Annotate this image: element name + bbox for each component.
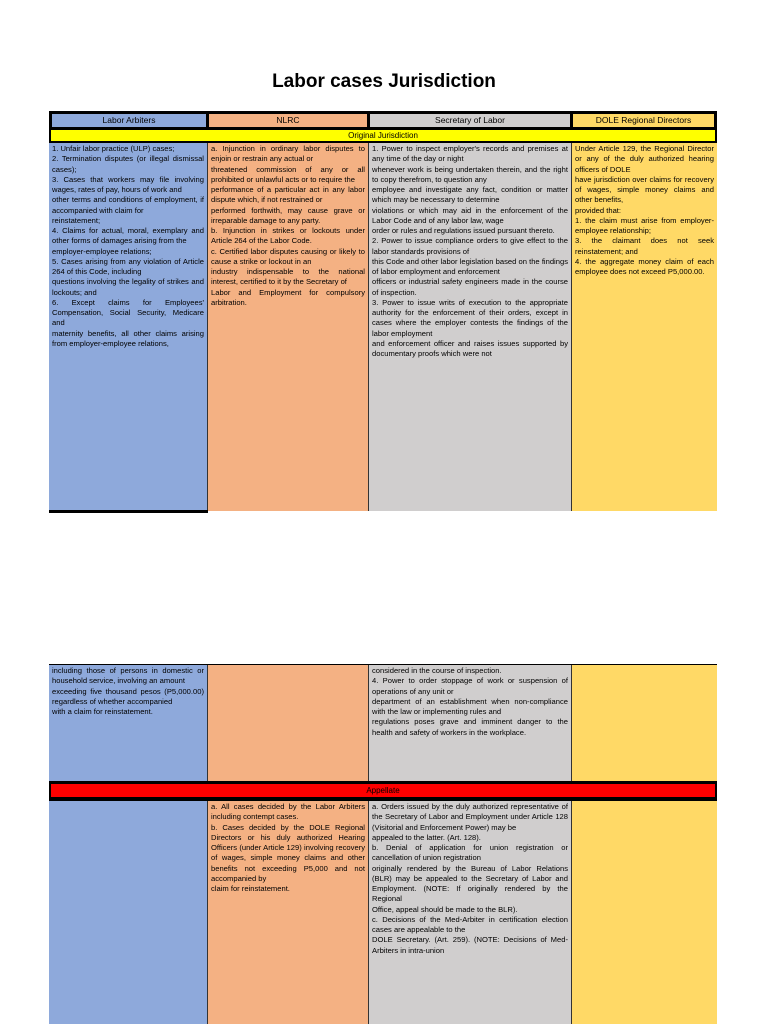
text-line: 5. Cases arising from any violation of Article 264 of this Code, including bbox=[52, 256, 204, 276]
original-nlrc-cell bbox=[208, 143, 369, 511]
text-line: with a claim for reinstatement. bbox=[52, 707, 153, 716]
text-line: a. All cases decided by the Labor Arbiters including contempt cases. bbox=[211, 802, 365, 822]
text-line: Office, appeal should be made to the BLR). bbox=[372, 904, 518, 914]
text-line: whenever work is being undertaken therein, and the right to copy therefrom, to question any bbox=[372, 164, 568, 184]
text-line: regulations poses grave and imminent danger to the health and safety of workers in the workplace. bbox=[372, 717, 568, 737]
text-line: b. Injunction in strikes or lockouts under Article 264 of the Labor Code. bbox=[211, 226, 365, 246]
text-line: violations or which may aid in the enforcement of the Labor Code and of any labor law, wage bbox=[372, 205, 568, 225]
jurisdiction-table-part-1 bbox=[49, 111, 717, 513]
text-line: other terms and conditions of employment, if accompanied with claim for bbox=[52, 195, 204, 215]
continued-labor-arbiters-cell bbox=[49, 665, 208, 781]
header-row bbox=[49, 111, 717, 129]
text-line: b. Denial of application for union registration or cancellation of union registration bbox=[372, 843, 568, 863]
text-line: 6. Except claims for Employees' Compensation, Social Security, Medicare and bbox=[52, 297, 204, 328]
text-line: exceeding five thousand pesos (P5,000.00) regardless of whether accompanied bbox=[52, 686, 204, 706]
appellate-label: Appellate bbox=[51, 784, 715, 797]
text-line: a. Orders issued by the duly authorized representative of the Secretary of Labor and Employment under Article 128 (Visitorial and Enforcement Power) may be bbox=[372, 802, 568, 832]
text-line: 3. Power to issue writs of execution to the appropriate authority for the enforcement of their orders, except in cases where the employer contests the findings of the labor employment bbox=[372, 297, 568, 338]
text-line: Labor and Employment for compulsory arbitration. bbox=[211, 287, 365, 307]
original-secretary-cell bbox=[369, 143, 572, 511]
text-line: reinstatement; bbox=[52, 215, 101, 225]
text-line: employer-employee relations; bbox=[52, 246, 152, 256]
text-line: threatened commission of any or all prohibited or unlawful acts or to require the bbox=[211, 164, 365, 184]
text-line: DOLE Secretary. (Art. 259). (NOTE: Decisions of Med-Arbiters in intra-union bbox=[372, 935, 568, 955]
text-line: considered in the course of inspection. bbox=[372, 666, 502, 675]
text-line: employee and investigate any fact, condition or matter which may be necessary to determine bbox=[372, 185, 568, 205]
text-line: performance of a particular act in any labor dispute which, if not restrained or bbox=[211, 185, 365, 205]
text-line: 3. Cases that workers may file involving wages, rates of pay, hours of work and bbox=[52, 174, 204, 194]
text-line: 1. Unfair labor practice (ULP) cases; bbox=[52, 144, 175, 153]
page-title: Labor cases Jurisdiction bbox=[272, 71, 496, 92]
text-line: 1. Power to inspect employer's records and premises at any time of the day or night bbox=[372, 144, 568, 164]
continued-nlrc-cell bbox=[208, 665, 369, 781]
header-dole-regional-directors: DOLE Regional Directors bbox=[573, 114, 714, 127]
text-line: a. Injunction in ordinary labor disputes to enjoin or restrain any actual or bbox=[211, 144, 365, 164]
text-line: 4. the aggregate money claim of each employee does not exceed P5,000.00. bbox=[575, 256, 714, 276]
text-line: b. Cases decided by the DOLE Regional Directors or his duly authorized Hearing Officers (under Article 129) involving recovery of wages, simple money claims and other benefits not exceeding P5,000 and not accompanied by bbox=[211, 822, 365, 883]
text-line: industry indispensable to the national interest, certified to it by the Secretary of bbox=[211, 267, 365, 287]
text-line: 1. the claim must arise from employer-employee relationship; bbox=[575, 215, 714, 235]
original-jurisdiction-label: Original Jurisdiction bbox=[51, 130, 715, 141]
text-line: 4. Power to order stoppage of work or suspension of operations of any unit or bbox=[372, 676, 568, 696]
header-labor-arbiters: Labor Arbiters bbox=[52, 114, 206, 127]
appellate-secretary-cell bbox=[369, 801, 572, 1024]
appellate-labor-arbiters-cell bbox=[49, 801, 208, 1024]
text-line: originally rendered by the Bureau of Labor Relations (BLR) may be appealed to the Secretary of Labor and Employment. (NOTE: If originally rendered by the Regional bbox=[372, 863, 568, 904]
text-line: 3. the claimant does not seek reinstatement; and bbox=[575, 236, 714, 256]
text-line: maternity benefits, all other claims arising from employer-employee relations, bbox=[52, 328, 204, 348]
table-bottom-rule bbox=[49, 510, 208, 513]
text-line: this Code and other labor legislation based on the findings of labor employment and enforcement bbox=[372, 256, 568, 276]
text-line: c. Decisions of the Med-Arbiter in certification election cases are appealable to the bbox=[372, 914, 568, 934]
text-line: performed forthwith, may cause grave or irreparable damage to any party. bbox=[211, 205, 365, 225]
continued-regional-cell bbox=[572, 665, 717, 781]
original-jurisdiction-band bbox=[49, 128, 717, 143]
text-line: including those of persons in domestic or household service, involving an amount bbox=[52, 666, 204, 686]
appellate-regional-cell bbox=[572, 801, 717, 1024]
text-line: 4. Claims for actual, moral, exemplary and other forms of damages arising from the bbox=[52, 226, 204, 246]
header-nlrc: NLRC bbox=[209, 114, 367, 127]
text-line: c. Certified labor disputes causing or likely to cause a strike or lockout in an bbox=[211, 246, 365, 266]
appellate-band bbox=[49, 781, 717, 801]
text-line: and enforcement officer and raises issues supported by documentary proofs which were not bbox=[372, 338, 568, 358]
header-secretary-of-labor: Secretary of Labor bbox=[370, 114, 570, 127]
jurisdiction-table-part-2 bbox=[49, 664, 717, 1024]
original-regional-cell bbox=[572, 143, 717, 511]
appellate-nlrc-cell bbox=[208, 801, 369, 1024]
text-line: 2. Power to issue compliance orders to give effect to the labor standards provisions of bbox=[372, 236, 568, 256]
text-line: order or rules and regulations issued pursuant thereto. bbox=[372, 226, 555, 235]
text-line: department of an establishment when non-compliance with the law or implementing rules and bbox=[372, 696, 568, 716]
text-line: officers or industrial safety engineers made in the course of inspection. bbox=[372, 277, 568, 297]
text-line: 2. Termination disputes (or illegal dismissal cases); bbox=[52, 154, 204, 174]
text-line: appealed to the latter. (Art. 128). bbox=[372, 832, 481, 842]
text-line: provided that: bbox=[575, 205, 622, 215]
text-line: questions involving the legality of strikes and lockouts; and bbox=[52, 277, 204, 297]
continued-secretary-cell bbox=[369, 665, 572, 781]
text-line: Under Article 129, the Regional Director or any of the duly authorized hearing officers of DOLE bbox=[575, 144, 714, 174]
text-line: have jurisdiction over claims for recovery of wages, simple money claims and other benefits, bbox=[575, 174, 714, 205]
text-line: claim for reinstatement. bbox=[211, 884, 290, 893]
original-labor-arbiters-cell bbox=[49, 143, 208, 511]
